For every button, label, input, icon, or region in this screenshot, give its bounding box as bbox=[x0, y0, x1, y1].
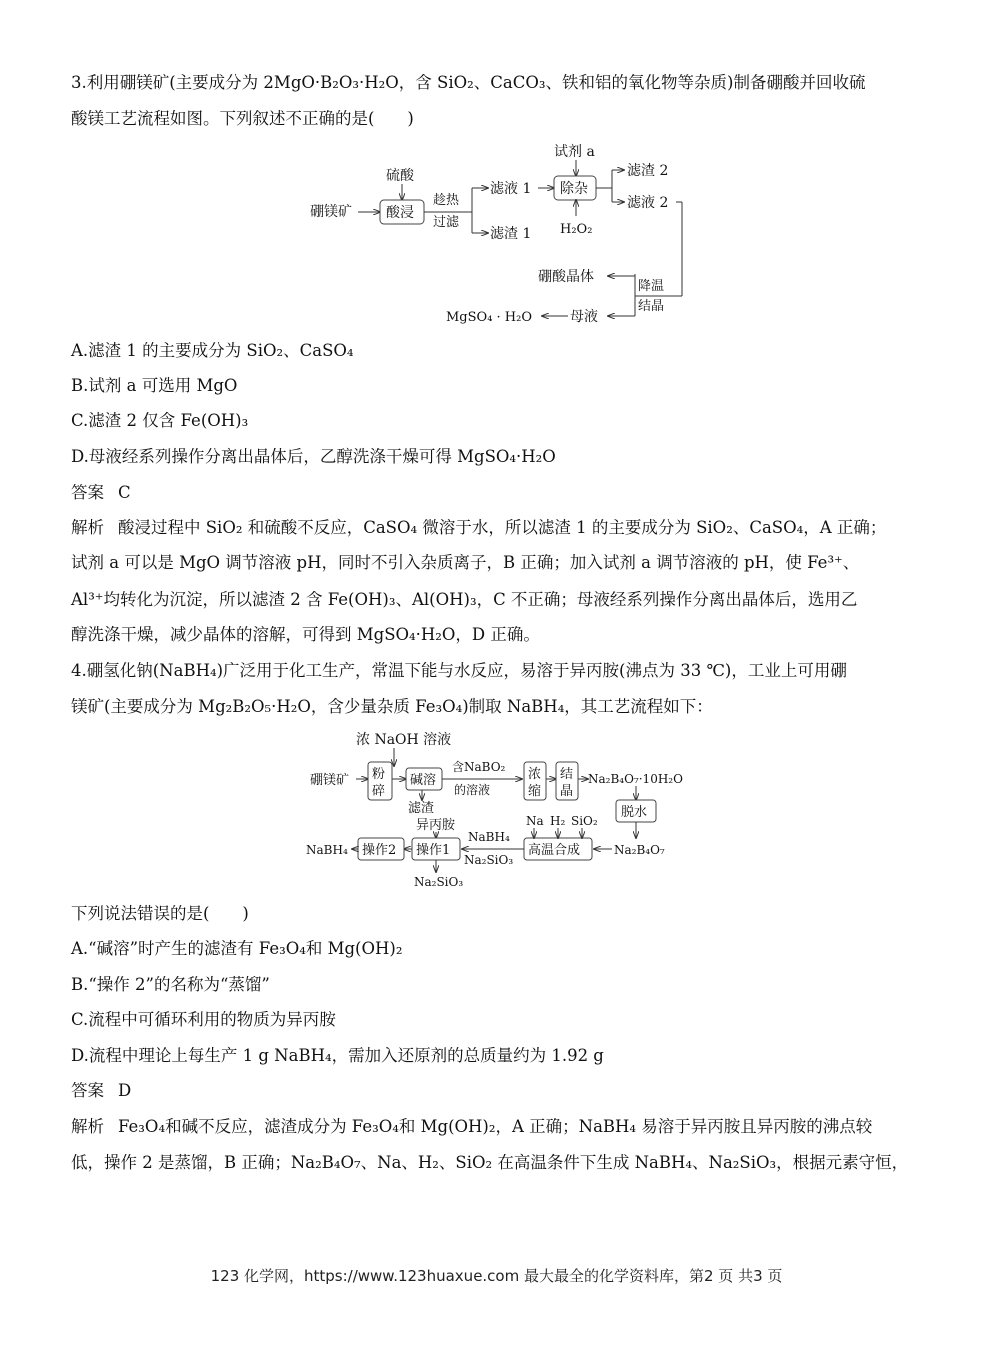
q3-option-a: A.滤渣 1 的主要成分为 SiO₂、CaSO₄ bbox=[71, 341, 354, 360]
q4-nabh4-mid: NaBH₄ bbox=[468, 830, 510, 844]
q4-option-b: B.“操作 2”的名称为“蒸馏” bbox=[71, 975, 270, 994]
q4-cryst-a: 结 bbox=[560, 767, 574, 782]
q4-analysis-line2: 低，操作 2 是蒸馏，B 正确；Na₂B₄O₇、Na、H₂、SiO₂ 在高温条件下生成 NaBH₄、Na₂SiO₃，根据元素守恒， bbox=[71, 1153, 909, 1172]
q3-analysis-label: 解析 bbox=[71, 518, 104, 537]
q4-isopropyl: 异丙胺 bbox=[416, 818, 456, 833]
q4-conc-b: 缩 bbox=[528, 784, 542, 799]
q3-filtrate1: 滤液 1 bbox=[490, 181, 532, 197]
q4-option-a: A.“碱溶”时产生的滤渣有 Fe₃O₄和 Mg(OH)₂ bbox=[71, 939, 403, 958]
q4-borax: Na₂B₄O₇·10H₂O bbox=[588, 772, 683, 786]
q4-flowchart bbox=[300, 726, 700, 896]
q3-purify: 除杂 bbox=[560, 181, 588, 197]
q3-option-c: C.滤渣 2 仅含 Fe(OH)₃ bbox=[71, 411, 249, 430]
q4-nabo2-b: 的溶液 bbox=[454, 783, 491, 797]
q3-leach: 酸浸 bbox=[386, 205, 414, 221]
q4-analysis-line1: 解析 Fe₃O₄和碱不反应，滤渣成分为 Fe₃O₄和 Mg(OH)₂，A 正确；NaBH₄ 易溶于异丙胺且异丙胺的沸点较 bbox=[71, 1117, 873, 1136]
q4-ore: 硼镁矿 bbox=[310, 773, 350, 788]
q3-option-d: D.母液经系列操作分离出晶体后，乙醇洗涤干燥可得 MgSO₄·H₂O bbox=[71, 447, 556, 466]
q4-grind-a: 粉 bbox=[372, 767, 386, 782]
q4-h2: H₂ bbox=[550, 814, 566, 828]
q3-answer-label: 答案 bbox=[71, 483, 104, 502]
q4-op1: 操作1 bbox=[416, 843, 451, 858]
q4-na2b4o7: Na₂B₄O₇ bbox=[614, 843, 665, 857]
q3-residue1: 滤渣 1 bbox=[490, 226, 532, 242]
q4-option-c: C.流程中可循环利用的物质为异丙胺 bbox=[71, 1010, 336, 1029]
q4-residue: 滤渣 bbox=[408, 801, 435, 816]
q4-option-d: D.流程中理论上每生产 1 g NaBH₄，需加入还原剂的总质量约为 1.92 g bbox=[71, 1046, 604, 1065]
q4-dehydrate: 脱水 bbox=[621, 805, 648, 820]
q3-stem-line1: 3.利用硼镁矿(主要成分为 2MgO·B₂O₃·H₂O，含 SiO₂、CaCO₃、铁和铝的氧化物等杂质)制备硼酸并回收硫 bbox=[71, 73, 866, 92]
q3-analysis-line2: 试剂 a 可以是 MgO 调节溶液 pH，同时不引入杂质离子，B 正确；加入试剂 a 调节溶液的 pH，使 Fe³⁺、 bbox=[71, 553, 860, 572]
q4-stem-line2: 镁矿(主要成分为 Mg₂B₂O₅·H₂O，含少量杂质 Fe₃O₄)制取 NaBH₄，其工艺流程如下： bbox=[71, 697, 713, 716]
q4-op2: 操作2 bbox=[362, 843, 397, 858]
q4-conc-a: 浓 bbox=[528, 767, 542, 782]
q3-analysis-line1: 解析 酸浸过程中 SiO₂ 和硫酸不反应，CaSO₄ 微溶于水，所以滤渣 1 的主要成分为 SiO₂、CaSO₄，A 正确； bbox=[71, 518, 887, 537]
q3-acid: 硫酸 bbox=[386, 168, 414, 184]
q4-nabh4-out: NaBH₄ bbox=[306, 843, 348, 857]
q4-answer-value: D bbox=[118, 1081, 132, 1100]
q3-boric: 硼酸晶体 bbox=[538, 269, 594, 285]
q3-h2o2: H₂O₂ bbox=[560, 222, 593, 237]
page-footer: 123 化学网，https://www.123huaxue.com 最大最全的化学资料库，第2 页 共3 页 bbox=[210, 1267, 783, 1285]
q3-reagent: 试剂 a bbox=[554, 144, 595, 160]
q4-alkali: 碱溶 bbox=[410, 773, 437, 788]
q3-cool-b: 结晶 bbox=[638, 299, 665, 314]
q3-cool-a: 降温 bbox=[638, 279, 665, 294]
q4-grind-b: 碎 bbox=[372, 784, 386, 799]
q3-filter-b: 过滤 bbox=[433, 215, 460, 230]
q4-na2sio3-out: Na₂SiO₃ bbox=[414, 875, 464, 889]
q4-answer bbox=[71, 1080, 131, 1102]
q4-nabo2-a: 含NaBO₂ bbox=[452, 760, 506, 774]
q4-answer-label: 答案 bbox=[71, 1081, 104, 1100]
q4-cryst-b: 晶 bbox=[560, 784, 574, 799]
q4-synthesis: 高温合成 bbox=[528, 843, 581, 858]
q3-stem-line2: 酸镁工艺流程如图。下列叙述不正确的是( ) bbox=[71, 109, 414, 128]
q3-answer-value: C bbox=[118, 483, 131, 502]
q4-na: Na bbox=[526, 814, 544, 828]
q3-filtrate2: 滤液 2 bbox=[627, 195, 669, 211]
q4-stem-line1: 4.硼氢化钠(NaBH₄)广泛用于化工生产，常温下能与水反应，易溶于异丙胺(沸点为 33 ℃)，工业上可用硼 bbox=[71, 661, 847, 680]
q4-question: 下列说法错误的是( ) bbox=[71, 904, 249, 923]
q3-flowchart bbox=[300, 138, 700, 333]
q3-ore: 硼镁矿 bbox=[310, 204, 352, 220]
q4-sio2: SiO₂ bbox=[571, 814, 598, 828]
q3-option-b: B.试剂 a 可选用 MgO bbox=[71, 376, 238, 395]
q4-na2sio3-mid: Na₂SiO₃ bbox=[464, 853, 514, 867]
q3-analysis-line4: 醇洗涤干燥，减少晶体的溶解，可得到 MgSO₄·H₂O，D 正确。 bbox=[71, 625, 540, 644]
q3-answer bbox=[71, 482, 131, 504]
q3-filter-a: 趁热 bbox=[433, 193, 460, 208]
q4-analysis-label: 解析 bbox=[71, 1117, 104, 1136]
q3-mgso4: MgSO₄ · H₂O bbox=[446, 310, 533, 325]
q3-mother: 母液 bbox=[570, 309, 598, 325]
q3-residue2: 滤渣 2 bbox=[627, 163, 669, 179]
q4-naoh: 浓 NaOH 溶液 bbox=[356, 732, 452, 748]
q3-analysis-line3: Al³⁺均转化为沉淀，所以滤渣 2 含 Fe(OH)₃、Al(OH)₃，C 不正确；母液经系列操作分离出晶体后，选用乙 bbox=[71, 590, 858, 609]
